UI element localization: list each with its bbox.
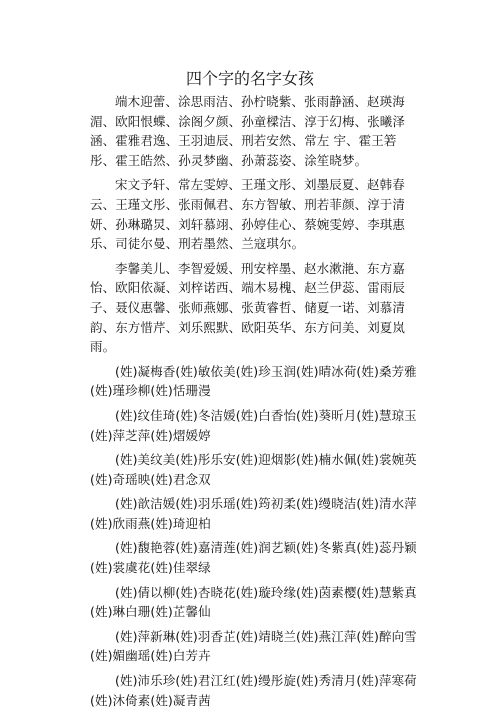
name-paragraph-2: 宋文予轩、常左雯婷、王瑾文彤、刘墨辰夏、赵韩春云、王瑾文彤、张雨佩君、东方智敏、刑若菲颜、淳于清妍、孙琳璐炅、刘轩慕翊、孙婷佳心、蔡婉雯婷、李琪惠乐、司徒尔曼、刑若墨然、兰寇琪尔。: [90, 177, 406, 252]
name-paragraph-1: 端木迎蕾、涂思雨洁、孙柠晓紫、张雨静涵、赵瑛海湄、欧阳恨蝶、涂阁夕颜、孙童樑洁、淳于幻梅、张曦泽涵、霍雅君逸、王羽迪辰、刑若安然、常左 宇、霍王箬彤、霍王皓然、孙灵梦幽、孙萧蕊姿、涂笙晓梦。: [90, 94, 406, 168]
name-list-paragraph: (姓)歆洁媛(姓)羽乐瑶(姓)筠初柔(姓)缦晓洁(姓)清水萍(姓)欣雨燕(姓)琦迎柏: [90, 496, 417, 531]
name-paragraph-3: 李馨美儿、李智爱媛、刑安梓墨、赵水漱滟、东方嘉怡、欧阳依凝、刘梓诺西、端木易槐、赵兰伊蕊、雷雨辰子、聂仪惠馨、张师燕娜、张黄睿哲、储夏一诺、刘慕清韵、东方惜芹、刘乐熙默、欧阳英华、东方问美、刘夏岚雨。: [90, 260, 406, 355]
name-list-paragraph: (姓)沛乐珍(姓)君江红(姓)缦彤旋(姓)秀清月(姓)萍寒荷(姓)沐倚素(姓)凝青茜: [90, 673, 417, 708]
document-title: 四个字的名字女孩: [185, 69, 314, 88]
name-list-paragraph: (姓)倩以柳(姓)杏晓花(姓)璇玲缘(姓)茵素樱(姓)慧紫真(姓)琳白珊(姓)芷馨仙: [90, 584, 417, 620]
name-list-paragraph: (姓)萍新琳(姓)羽香芷(姓)靖晓兰(姓)燕江萍(姓)醉向雪(姓)媚幽瑶(姓)白芳卉: [90, 628, 417, 664]
document-body: [90, 92, 418, 715]
name-list-paragraph: (姓)美纹美(姓)彤乐安(姓)迎烟影(姓)楠水佩(姓)裳婉英(姓)奇瑶映(姓)君念双: [90, 452, 417, 487]
name-list-paragraph: (姓)纹佳琦(姓)冬洁媛(姓)白香怡(姓)葵昕月(姓)慧琼玉(姓)萍芝萍(姓)熠媛婷: [90, 407, 417, 443]
name-list-paragraph: (姓)凝梅香(姓)敏依美(姓)珍玉润(姓)晴冰荷(姓)桑芳雅(姓)瑾珍柳(姓)恬珊漫: [90, 363, 417, 399]
name-list-paragraph: (姓)馥艳蓉(姓)嘉清莲(姓)润艺颖(姓)冬紫真(姓)蕊丹颖(姓)裳虞花(姓)佳翠绿: [90, 540, 417, 576]
